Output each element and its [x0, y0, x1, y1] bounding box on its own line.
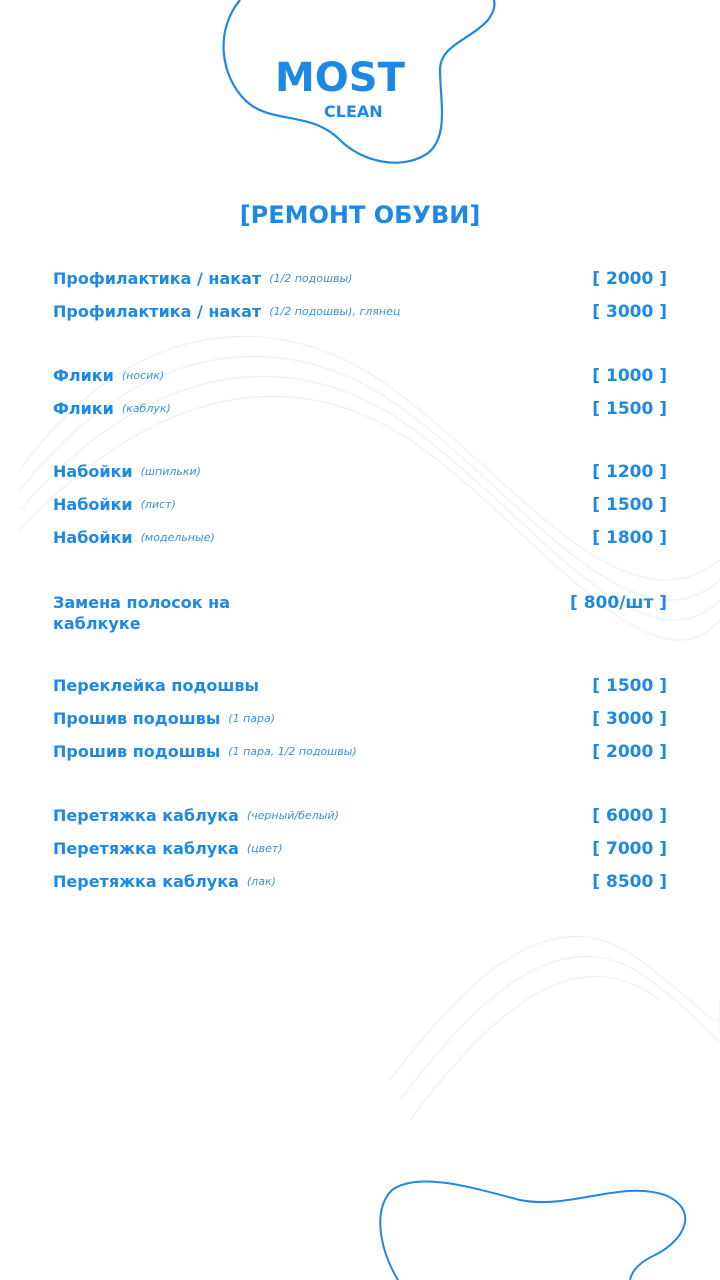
service-note: (1/2 подошвы), глянец	[269, 305, 401, 318]
service-note: (1 пара)	[228, 712, 276, 725]
service-note: (шпильки)	[140, 465, 201, 478]
service-name: Замена полосок на каблкуке	[53, 593, 231, 633]
service-price: [ 1500 ]	[592, 399, 667, 419]
service-note: (1 пара, 1/2 подошвы)	[228, 745, 357, 758]
price-row	[53, 494, 667, 524]
service-name: Флики	[53, 366, 114, 385]
price-row	[53, 268, 667, 298]
service-note: (каблук)	[121, 402, 171, 415]
service-price: [ 2000 ]	[592, 269, 667, 289]
logo-most-text: MOST	[275, 55, 405, 101]
price-row	[53, 838, 667, 868]
service-name: Профилактика / накат	[53, 269, 262, 288]
price-row	[53, 805, 667, 835]
service-name: Набойки	[53, 495, 133, 514]
price-row	[53, 592, 667, 636]
service-price: [ 800/шт ]	[570, 593, 667, 613]
service-name: Перетяжка каблука	[53, 872, 239, 891]
service-name: Перетяжка каблука	[53, 806, 239, 825]
service-price: [ 8500 ]	[592, 872, 667, 892]
service-name: Набойки	[53, 528, 133, 547]
price-row	[53, 741, 667, 771]
service-name: Прошив подошвы	[53, 742, 221, 761]
price-row	[53, 301, 667, 331]
service-price: [ 3000 ]	[592, 709, 667, 729]
service-name: Профилактика / накат	[53, 302, 262, 321]
service-name: Набойки	[53, 462, 133, 481]
price-row	[53, 708, 667, 738]
service-price: [ 1200 ]	[592, 462, 667, 482]
service-price: [ 6000 ]	[592, 806, 667, 826]
service-price: [ 1800 ]	[592, 528, 667, 548]
price-row	[53, 675, 667, 705]
service-name: Переклейка подошвы	[53, 676, 259, 695]
price-row	[53, 461, 667, 491]
service-price: [ 7000 ]	[592, 839, 667, 859]
price-row	[53, 365, 667, 395]
service-name: Перетяжка каблука	[53, 839, 239, 858]
service-note: (носик)	[121, 369, 165, 382]
service-note: (модельные)	[140, 531, 215, 544]
service-price: [ 3000 ]	[592, 302, 667, 322]
service-note: (1/2 подошвы)	[269, 272, 353, 285]
service-name: Флики	[53, 399, 114, 418]
service-note: (лист)	[140, 498, 176, 511]
service-note: (черный/белый)	[246, 809, 339, 822]
service-name: Прошив подошвы	[53, 709, 221, 728]
service-price: [ 1500 ]	[592, 495, 667, 515]
price-row	[53, 398, 667, 428]
service-note: (цвет)	[246, 842, 283, 855]
service-price: [ 1000 ]	[592, 366, 667, 386]
price-row	[53, 527, 667, 557]
brand-logo	[0, 0, 720, 180]
service-price: [ 2000 ]	[592, 742, 667, 762]
price-row	[53, 871, 667, 901]
page-title: [РЕМОНТ ОБУВИ]	[239, 201, 481, 229]
logo-clean-text: CLEAN	[324, 102, 383, 121]
service-note: (лак)	[246, 875, 276, 888]
service-price: [ 1500 ]	[592, 676, 667, 696]
